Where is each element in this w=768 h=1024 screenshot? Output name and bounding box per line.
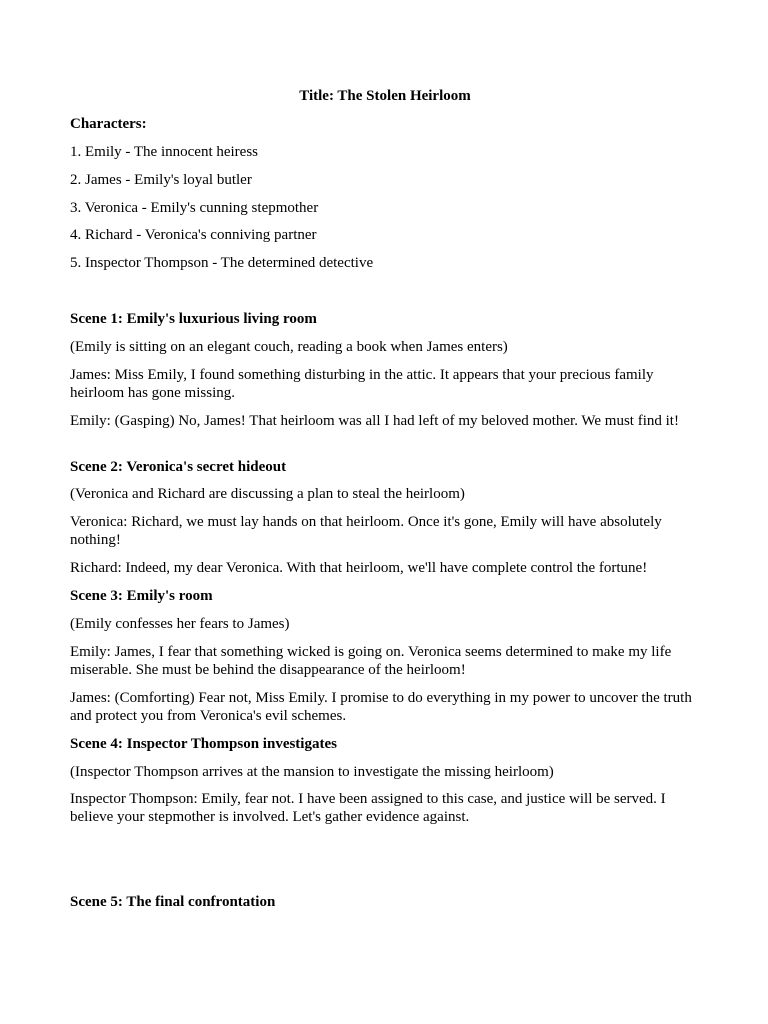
stage-direction: (Emily confesses her fears to James)	[70, 616, 290, 632]
dialogue-paragraph: Emily: James, I fear that something wicked is going on. Veronica seems determined to make my life miserable. She must be behind the disappearance of the heirloom!	[70, 644, 672, 678]
scene-heading: Scene 4: Inspector Thompson investigates	[70, 736, 337, 752]
character-item: 2. James - Emily's loyal butler	[70, 172, 252, 188]
character-item: 5. Inspector Thompson - The determined detective	[70, 255, 374, 271]
character-item: 4. Richard - Veronica's conniving partner	[70, 227, 317, 243]
scene-heading: Scene 2: Veronica's secret hideout	[70, 459, 287, 475]
scene-heading: Scene 5: The final confrontation	[70, 894, 276, 910]
dialogue-paragraph: Emily: (Gasping) No, James! That heirloom was all I had left of my beloved mother. We must find it!	[70, 413, 679, 429]
characters-heading: Characters:	[70, 116, 147, 132]
character-item: 1. Emily - The innocent heiress	[70, 144, 259, 160]
dialogue-paragraph: James: (Comforting) Fear not, Miss Emily. I promise to do everything in my power to uncover the truth and protect you from Veronica's evil schemes.	[70, 690, 692, 724]
scene-heading: Scene 1: Emily's luxurious living room	[70, 311, 317, 327]
document-title: Title: The Stolen Heirloom	[299, 88, 471, 104]
stage-direction: (Emily is sitting on an elegant couch, reading a book when James enters)	[70, 339, 508, 355]
dialogue-paragraph: Inspector Thompson: Emily, fear not. I have been assigned to this case, and justice will be served. I believe your stepmother is involved. Let's gather evidence against.	[70, 791, 666, 825]
character-item: 3. Veronica - Emily's cunning stepmother	[70, 200, 319, 216]
stage-direction: (Veronica and Richard are discussing a plan to steal the heirloom)	[70, 486, 465, 502]
dialogue-paragraph: James: Miss Emily, I found something disturbing in the attic. It appears that your precious family heirloom has gone missing.	[70, 367, 654, 401]
stage-direction: (Inspector Thompson arrives at the mansion to investigate the missing heirloom)	[70, 764, 554, 780]
scene-heading: Scene 3: Emily's room	[70, 588, 213, 604]
dialogue-paragraph: Veronica: Richard, we must lay hands on that heirloom. Once it's gone, Emily will have absolutely nothing!	[70, 514, 662, 548]
dialogue-paragraph: Richard: Indeed, my dear Veronica. With that heirloom, we'll have complete control the fortune!	[70, 560, 648, 576]
